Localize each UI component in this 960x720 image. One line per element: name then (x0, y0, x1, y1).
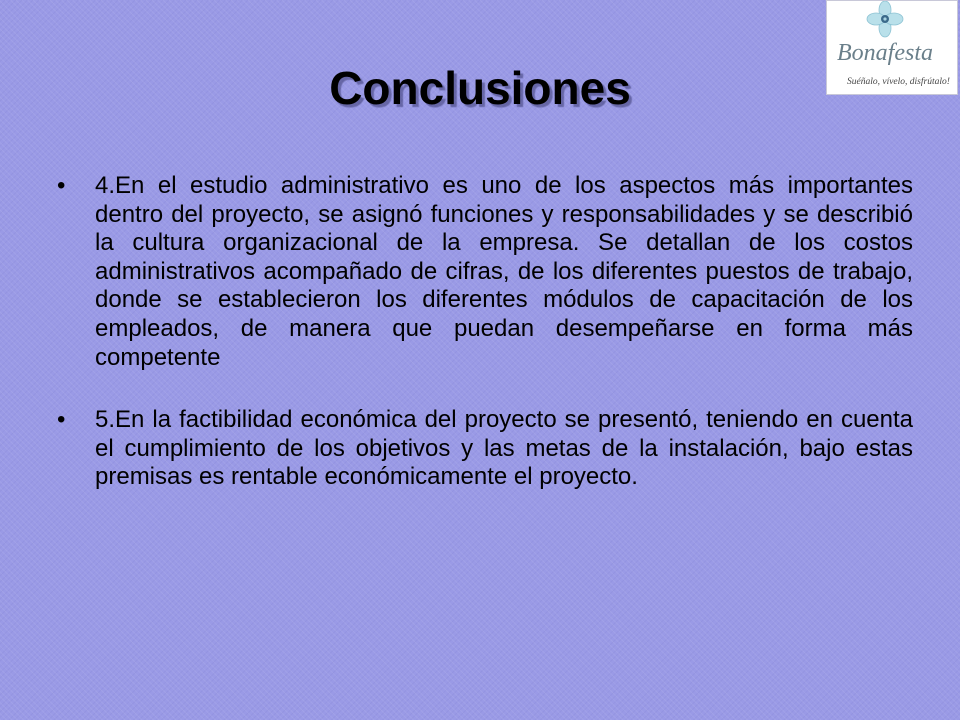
bullet-text: 5.En la factibilidad económica del proyecto se presentó, teniendo en cuenta el cumplimiento de los objetivos y las metas de la instalación, bajo estas premisas es rentable económicamente el proyecto. (95, 406, 913, 491)
bullet-item-5 (55, 406, 913, 492)
logo-brand-text: Bonafesta (837, 40, 933, 66)
bullet-marker: • (57, 172, 66, 199)
logo-graphic (827, 1, 957, 94)
logo-tagline-text: Suéñalo, vívelo, disfrútalo! (847, 77, 950, 87)
bullet-text: 4.En el estudio administrativo es uno de los aspectos más importantes dentro del proyecto, se asignó funciones y responsabilidades y se describió la cultura organizacional de la empresa. Se detallan de los costos administrativos acompañado de cifras, de los diferentes puestos de trabajo, donde se establecieron los diferentes módulos de capacitación de los empleados, de manera que puedan desempeñarse en forma más competente (95, 172, 913, 371)
bonafesta-logo (826, 0, 958, 95)
bullet-marker: • (57, 406, 66, 434)
bullet-list (55, 172, 913, 526)
bullet-item-4 (55, 172, 913, 372)
orchid-flower-icon (867, 1, 903, 37)
slide-title: Conclusiones (329, 62, 631, 114)
